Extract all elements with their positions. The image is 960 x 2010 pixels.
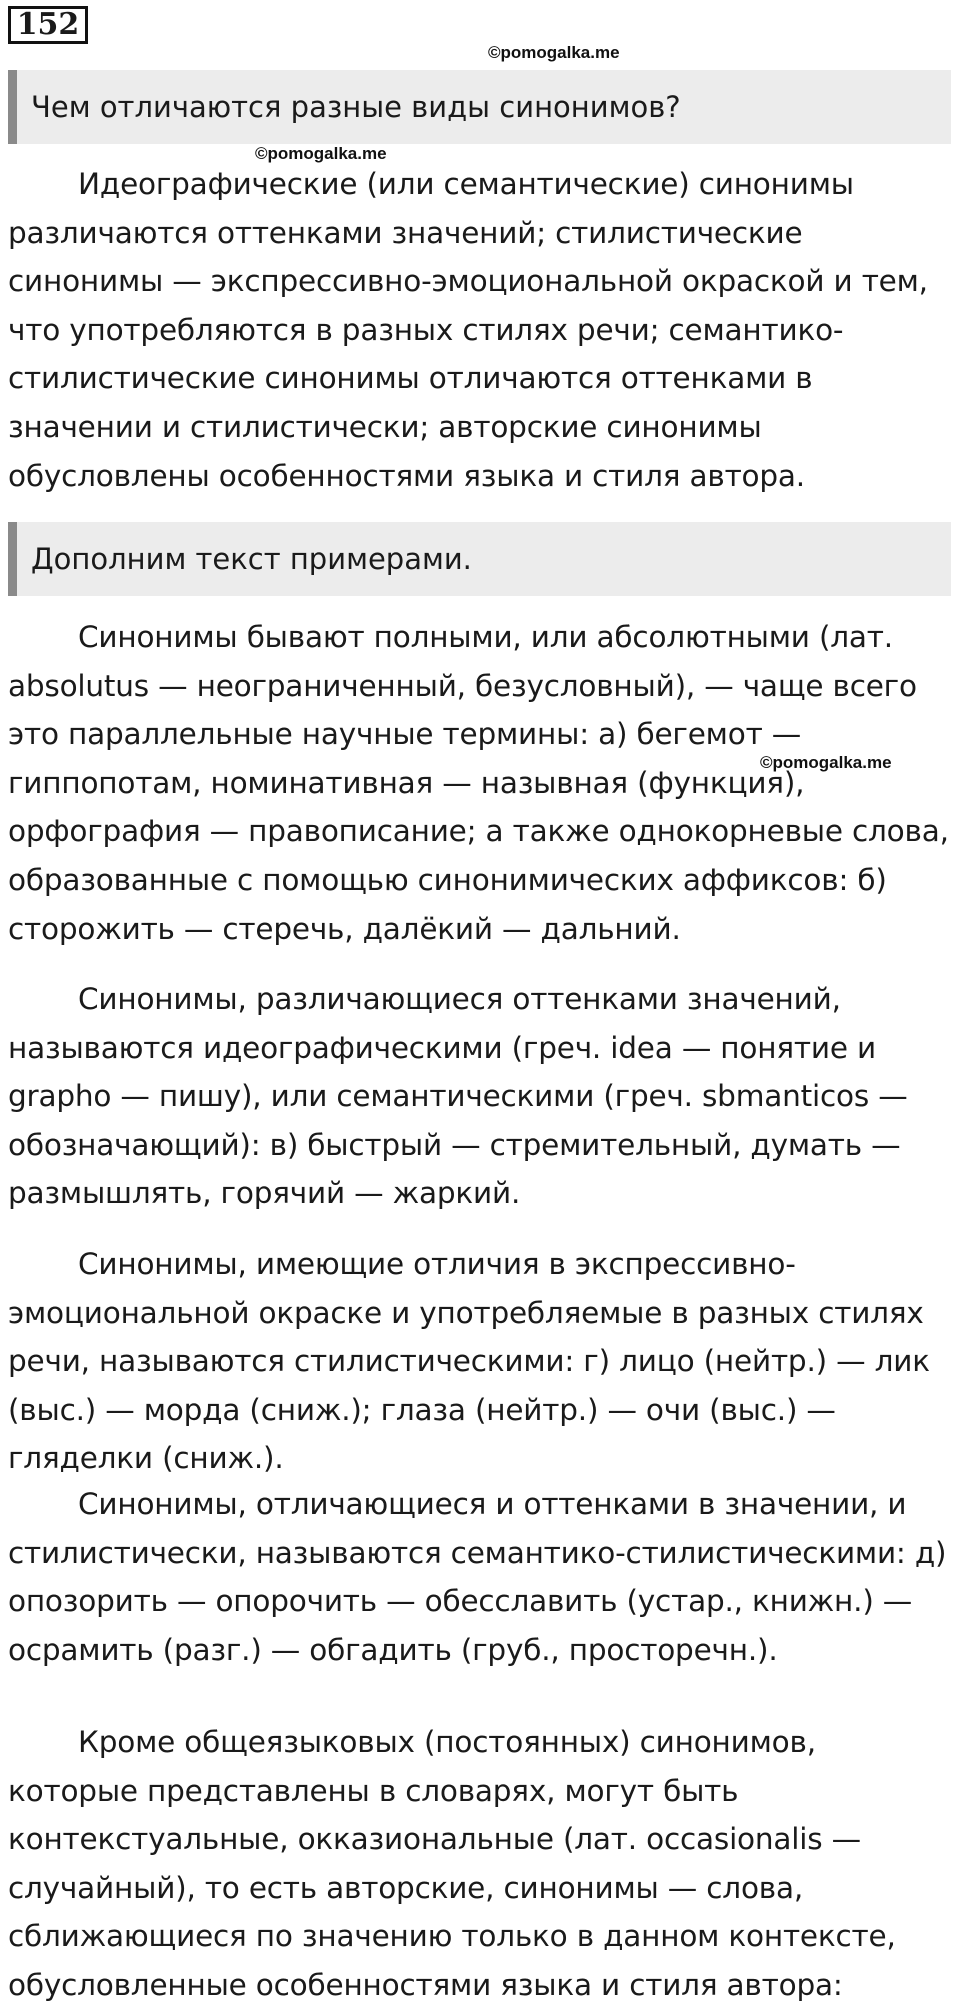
watermark-middle: ©pomogalka.me: [760, 753, 892, 772]
paragraph-contextual-synonyms: [8, 1718, 958, 2010]
text-line: Синонимы, различающиеся оттенками значений,: [78, 982, 841, 1016]
paragraph-absolute-synonyms: [8, 613, 958, 953]
text-line: гиппопотам, номинативная — назывная (функция),: [8, 765, 805, 800]
text-line: случайный), то есть авторские, синонимы — слова,: [8, 1870, 804, 1905]
text-line: эмоциональной окраске и употребляемые в разных стилях: [8, 1295, 924, 1330]
text-line: это параллельные научные термины: а) бегемот —: [8, 717, 802, 752]
text-line: осрамить (разг.) — обгадить (груб., просторечн.).: [8, 1632, 778, 1667]
text-line: которые представлены в словарях, могут быть: [8, 1773, 739, 1808]
text-line: обусловленные особенностями языка и стиля автора:: [8, 1967, 843, 2002]
text-line: Синонимы, имеющие отличия в экспрессивно-: [78, 1247, 796, 1281]
watermark-top: ©pomogalka.me: [488, 43, 620, 62]
text-line: контекстуальные, окказиональные (лат. occasionalis —: [8, 1822, 861, 1857]
text-line: Идеографические (или семантические) синонимы: [78, 167, 854, 201]
section-header-question: Чем отличаются разные виды синонимов?: [8, 70, 951, 144]
paragraph-semantic-stylistic-synonyms: [8, 1480, 958, 1674]
text-line: Кроме общеязыковых (постоянных) синонимов,: [78, 1725, 816, 1759]
text-line: что употребляются в разных стилях речи; семантико-: [8, 312, 844, 347]
section-header-examples: Дополним текст примерами.: [8, 522, 951, 596]
text-line: Синонимы бывают полными, или абсолютными (лат.: [78, 620, 893, 654]
answer-paragraph: [8, 160, 958, 500]
text-line: обозначающий): в) быстрый — стремительный, думать —: [8, 1127, 901, 1162]
text-line: гляделки (сниж.).: [8, 1441, 284, 1476]
text-line: речи, называются стилистическими: г) лицо (нейтр.) — лик: [8, 1344, 930, 1379]
text-line: сближающиеся по значению только в данном контексте,: [8, 1919, 896, 1954]
text-line: absolutus — неограниченный, безусловный), — чаще всего: [8, 668, 917, 703]
task-number-badge: 152: [8, 6, 88, 44]
text-line: Синонимы, отличающиеся и оттенками в значении, и: [78, 1487, 907, 1521]
text-line: размышлять, горячий — жаркий.: [8, 1176, 521, 1211]
watermark-under-header: ©pomogalka.me: [255, 144, 387, 163]
text-line: стилистические синонимы отличаются оттенками в: [8, 361, 813, 396]
text-line: стилистически, называются семантико-стилистическими: д): [8, 1535, 947, 1570]
text-line: синонимы — экспрессивно-эмоциональной окраской и тем,: [8, 264, 928, 299]
text-line: значении и стилистически; авторские синонимы: [8, 409, 762, 444]
text-line: различаются оттенками значений; стилистические: [8, 215, 803, 250]
text-line: опозорить — опорочить — обесславить (устар., книжн.) —: [8, 1584, 913, 1619]
text-line: орфография — правописание; а также однокорневые слова,: [8, 814, 949, 849]
text-line: называются идеографическими (греч. idea — понятие и: [8, 1030, 876, 1065]
text-line: обусловлены особенностями языка и стиля автора.: [8, 458, 805, 493]
paragraph-stylistic-synonyms: [8, 1240, 958, 1483]
text-line: образованные с помощью синонимических аффиксов: б): [8, 862, 887, 897]
text-line: grapho — пишу), или семантическими (греч. sbmanticos —: [8, 1079, 908, 1114]
text-line: (выс.) — морда (сниж.); глаза (нейтр.) — очи (выс.) —: [8, 1392, 836, 1427]
text-line: сторожить — стеречь, далёкий — дальний.: [8, 911, 681, 946]
paragraph-ideographic-synonyms: [8, 975, 958, 1218]
